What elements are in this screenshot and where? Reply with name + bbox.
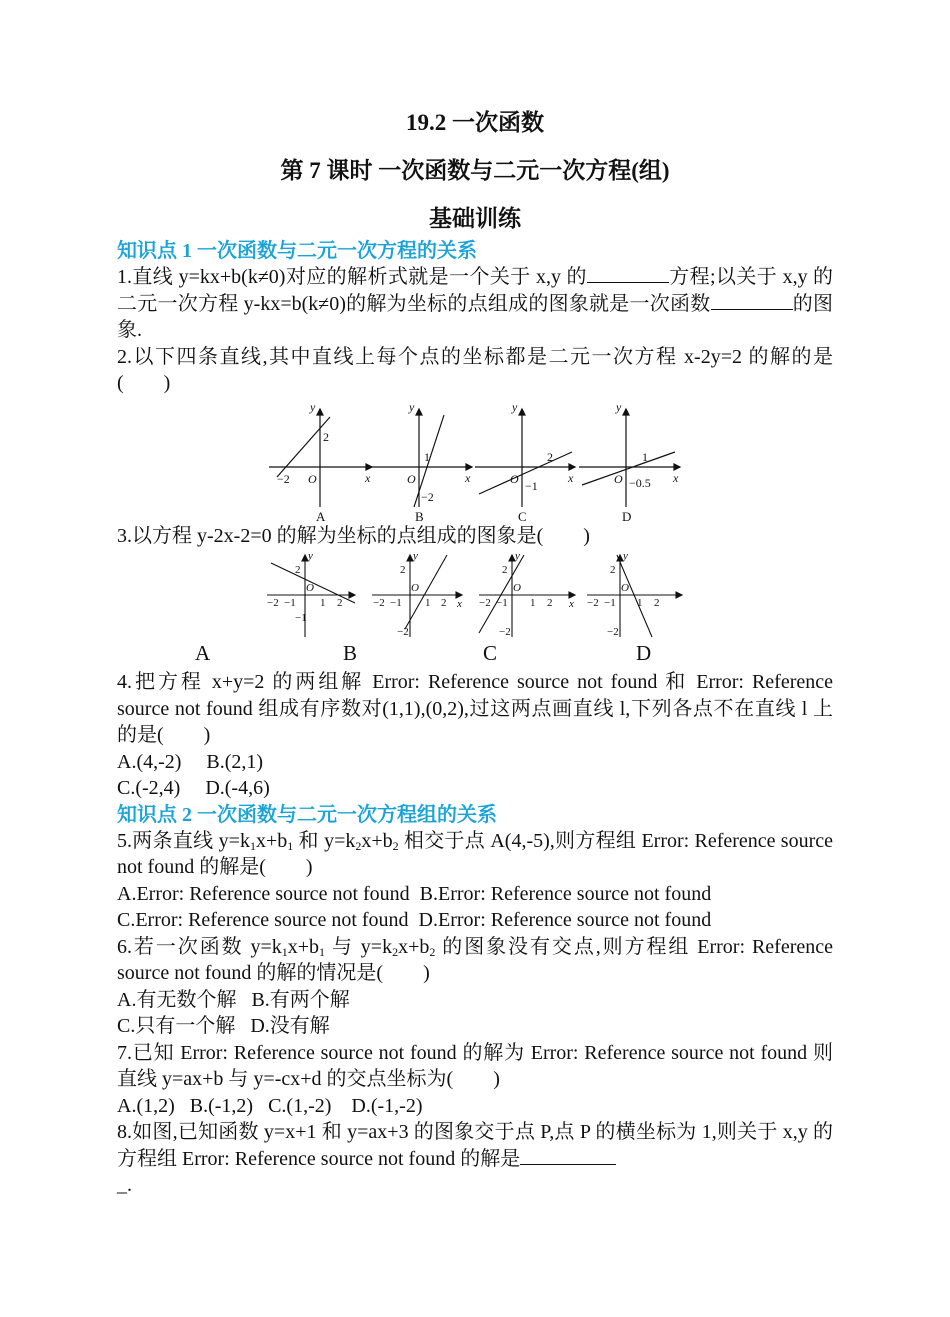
svg-text:−0.5: −0.5 [629, 475, 651, 490]
svg-text:x: x [465, 470, 471, 485]
svg-text:−1: −1 [604, 597, 616, 609]
svg-text:−1: −1 [525, 478, 538, 493]
svg-text:2: 2 [610, 564, 616, 576]
svg-text:O: O [621, 582, 629, 594]
question-6-options-ab: A.有无数个解 B.有两个解 [117, 988, 350, 1011]
svg-text:1: 1 [530, 597, 536, 609]
svg-text:y: y [616, 399, 622, 414]
svg-text:C: C [518, 508, 527, 523]
graph-3d [587, 555, 682, 637]
svg-text:2: 2 [547, 449, 553, 464]
svg-text:1: 1 [642, 449, 648, 464]
svg-text:x: x [457, 598, 462, 610]
svg-text:−2: −2 [587, 597, 599, 609]
option-label-b: B [343, 641, 358, 665]
option-label-a: A [195, 641, 211, 665]
svg-text:y: y [623, 550, 628, 562]
question-2: 2.以下四条直线,其中直线上每个点的坐标都是二元一次方程 x-2y=2 的解的是( ) [117, 345, 833, 394]
question-4-options-cd: C.(-2,4) D.(-4,6) [117, 777, 270, 799]
svg-text:O: O [513, 582, 521, 594]
question-7: 7.已知 Error: Reference source not found 的解为 Error: Reference source not found 则直线 y=ax+b 与 y=-cx+d 的交点坐标为( ) [117, 1041, 833, 1090]
svg-text:2: 2 [337, 597, 343, 609]
svg-text:−2: −2 [421, 489, 434, 504]
question-8: 8.如图,已知函数 y=x+1 和 y=ax+3 的图象交于点 P,点 P 的横坐标为 1,则关于 x,y 的方程组 Error: Reference source not found 的解是 _. [117, 1121, 833, 1196]
svg-text:y: y [413, 550, 418, 562]
svg-text:D: D [622, 508, 632, 523]
svg-text:2: 2 [654, 597, 660, 609]
svg-text:x: x [568, 470, 574, 485]
question-3: 3.以方程 y-2x-2=0 的解为坐标的点组成的图象是( ) [117, 524, 590, 547]
svg-text:1: 1 [320, 597, 326, 609]
svg-text:O: O [614, 471, 623, 486]
svg-text:O: O [407, 471, 416, 486]
graph-2d [579, 409, 680, 507]
svg-text:−2: −2 [373, 597, 385, 609]
question-4: 4.把方程 x+y=2 的两组解 Error: Reference source not found 和 Error: Reference source not found 组成有序数对(1,1),(0,2),过这两点画直线 l,下列各点不在直线 l 上的是( ) [117, 671, 833, 746]
graph-2a [269, 409, 372, 507]
lesson-subtitle: 第 7 课时 一次函数与二元一次方程(组) [280, 158, 670, 183]
svg-text:−2: −2 [499, 626, 511, 638]
svg-text:A: A [316, 508, 326, 523]
question-5-options-cd: C.Error: Reference source not found D.Error: Reference source not found [117, 909, 712, 931]
document-title: 19.2 一次函数 [406, 110, 544, 135]
graph-3c [479, 555, 575, 637]
svg-text:2: 2 [400, 564, 406, 576]
knowledge-point-2-heading: 知识点 2 一次函数与二元一次方程组的关系 [117, 803, 497, 826]
svg-text:O: O [306, 582, 314, 594]
svg-text:−1: −1 [496, 597, 508, 609]
question-1: 1.直线 y=kx+b(k≠0)对应的解析式就是一个关于 x,y 的 方程;以关于 x,y 的二元一次方程 y-kx=b(k≠0)的解为坐标的点组成的图象就是一次函数 的图象. [117, 266, 833, 341]
svg-text:x: x [365, 470, 371, 485]
svg-text:O: O [510, 471, 519, 486]
question-5-options-ab: A.Error: Reference source not found B.Error: Reference source not found [117, 882, 712, 905]
svg-text:O: O [411, 582, 419, 594]
question-3-option-labels [117, 641, 833, 669]
svg-text:1: 1 [637, 597, 643, 609]
question-4-options-ab: A.(4,-2) B.(2,1) [117, 750, 264, 773]
svg-text:2: 2 [547, 597, 553, 609]
svg-text:B: B [415, 508, 424, 523]
question-2-figure [117, 397, 833, 523]
section-heading: 基础训练 [429, 206, 521, 231]
svg-text:2: 2 [502, 564, 508, 576]
svg-text:O: O [308, 471, 317, 486]
option-label-d: D [636, 641, 652, 665]
svg-text:2: 2 [323, 429, 329, 444]
svg-text:1: 1 [425, 597, 431, 609]
question-5: 5.两条直线 $y=k_1x+b_1$ 和 $y=k_2x+b_2$ 相交于点 A(4,-5),则方程组 Error: Reference source not found 的解是( ) [117, 829, 834, 878]
svg-text:y: y [310, 399, 316, 414]
svg-text:−1: −1 [390, 597, 402, 609]
svg-text:−2: −2 [277, 471, 290, 486]
svg-text:y: y [512, 399, 518, 414]
question-6: 6.若一次函数 $y=k_1x+b_1$ 与 $y=k_2x+b_2$ 的图象没有交点,则方程组 Error: Reference source not found 的解的情况是( ) [117, 935, 833, 984]
question-7-options: A.(1,2) B.(-1,2) C.(1,-2) D.(-1,-2) [117, 1094, 423, 1117]
svg-text:−2: −2 [607, 626, 619, 638]
graph-3a [267, 555, 355, 637]
graph-3b [372, 555, 462, 637]
svg-text:−2: −2 [397, 626, 409, 638]
question-6-options-cd: C.只有一个解 D.没有解 [117, 1015, 330, 1037]
svg-text:y: y [308, 550, 313, 562]
svg-text:−2: −2 [479, 597, 491, 609]
svg-text:2: 2 [441, 597, 447, 609]
svg-text:−2: −2 [267, 597, 279, 609]
svg-text:y: y [409, 399, 415, 414]
svg-text:x: x [569, 598, 574, 610]
option-label-c: C [483, 641, 498, 665]
svg-text:x: x [673, 470, 679, 485]
knowledge-point-1-heading: 知识点 1 一次函数与二元一次方程的关系 [117, 240, 477, 262]
svg-text:−1: −1 [284, 597, 296, 609]
svg-text:1: 1 [424, 449, 430, 464]
svg-text:2: 2 [295, 564, 301, 576]
question-3-figure [117, 549, 833, 641]
svg-text:y: y [515, 550, 520, 562]
svg-text:−1: −1 [295, 612, 307, 624]
document-page [117, 108, 833, 1199]
